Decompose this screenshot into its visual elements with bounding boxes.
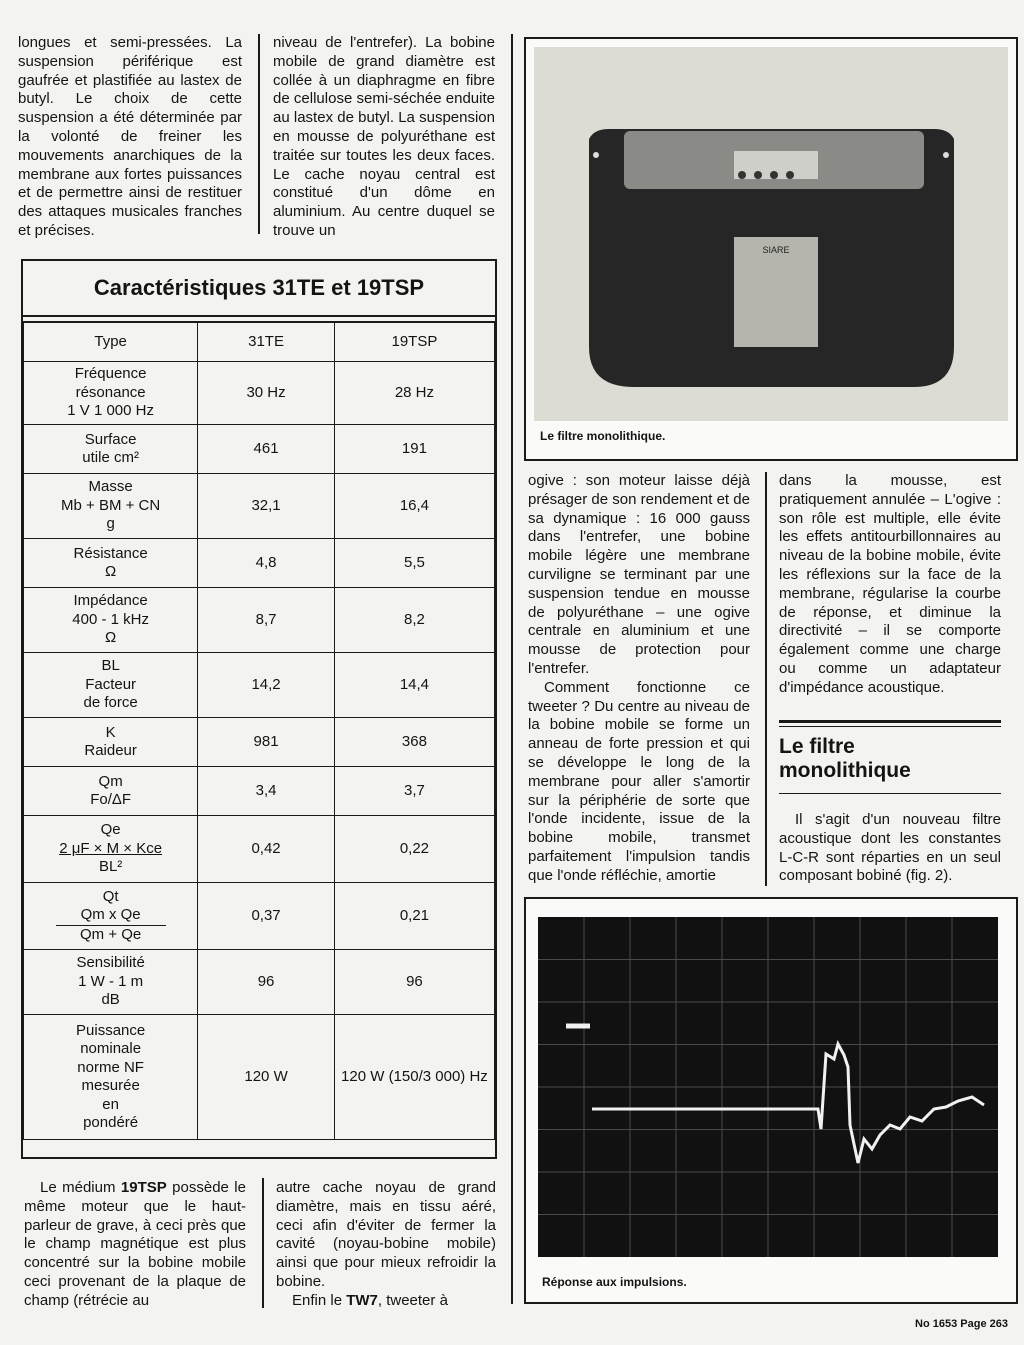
table-row-label (24, 718, 198, 767)
col1-bottom-text: Le médium 19TSP possède le même moteur que le haut-parleur de grave, à ceci près que le champ magnétique est plus concentré sur la bobine mobile ceci provenant de la plaque de champ (rétrécie au (24, 1179, 246, 1309)
label-line: nominale (80, 1040, 142, 1057)
label-line: Qm + Qe (79, 925, 142, 943)
label-line: Surface (84, 430, 137, 448)
siare-label: SIARE (762, 245, 790, 255)
value-19tsp: 3,7 (334, 767, 494, 816)
specs-table-title: Caractéristiques 31TE et 19TSP (23, 261, 495, 317)
table-row (24, 362, 495, 425)
filter-device-image (534, 47, 1008, 421)
label-line: Sensibilité (76, 954, 145, 972)
table-row (24, 425, 495, 474)
value-19tsp: 8,2 (334, 588, 494, 653)
heading-rule (779, 726, 1001, 727)
table-row-label (24, 950, 198, 1015)
label-line: BL² (98, 858, 123, 876)
table-row (24, 1015, 495, 1140)
value-31te: 3,4 (198, 767, 335, 816)
table-header-cell: 19TSP (334, 322, 494, 362)
col2-bottom-text: autre cache noyau de grand diamètre, mais en tissu aéré, ceci afin d'éviter de fermer la cavité (noyau-bobine mobile) ainsi que pour mieux refroidir la bobine. Enfin le TW7, tweeter à (276, 1179, 496, 1309)
value-31te: 4,8 (198, 539, 335, 588)
heading-rule (779, 720, 1001, 723)
label-line: mesurée (81, 1077, 140, 1094)
heading-rule (779, 793, 1001, 794)
specs-table (23, 321, 495, 1140)
value-19tsp: 16,4 (334, 474, 494, 539)
label-line: Résistance (73, 544, 148, 562)
value-31te: 120 W (198, 1015, 335, 1140)
table-row-label (24, 474, 198, 539)
label-line: Masse (88, 478, 133, 496)
table-row (24, 883, 495, 950)
table-row-label (24, 767, 198, 816)
table-row (24, 539, 495, 588)
oscilloscope-photo (538, 917, 998, 1257)
label-line: Mb + BM + CN (61, 496, 161, 514)
col1-top-text: longues et semi-pressées. La suspension périférique est gaufrée et plastifiée au lastex de butyl. Le choix de cette suspension a été déterminée par la volonté de freiner les mouvements anarchiques de la membrane aux fortes puissances et de permettre ainsi de restituer des attaques musicales franches et précises. (18, 34, 242, 239)
label-line: Ω (105, 563, 117, 580)
value-31te: 30 Hz (198, 362, 335, 425)
value-19tsp: 96 (334, 950, 494, 1015)
column-divider (258, 34, 260, 234)
value-31te: 461 (198, 425, 335, 474)
label-line: Fo/ΔF (90, 791, 132, 808)
label-line: Facteur (85, 675, 137, 693)
label-line: utile cm² (82, 449, 139, 466)
table-header-cell: 31TE (198, 322, 335, 362)
specs-table-box (21, 259, 497, 1159)
label-line: Raideur (84, 742, 137, 759)
table-row-label (24, 362, 198, 425)
table-row-label (24, 588, 198, 653)
value-19tsp: 120 W (150/3 000) Hz (334, 1015, 494, 1140)
label-line: K (105, 723, 116, 741)
section-heading: Le filtre monolithique (779, 735, 911, 782)
label-line: g (106, 515, 115, 533)
label-line: Impédance (73, 592, 148, 610)
label-line: résonance (75, 383, 146, 401)
label-line: Puissance (76, 1021, 146, 1039)
filter-photo-frame (524, 37, 1018, 461)
label-line: BL (101, 657, 120, 675)
value-31te: 8,7 (198, 588, 335, 653)
table-row-label (24, 816, 198, 883)
filter-photo-caption: Le filtre monolithique. (540, 429, 666, 443)
value-19tsp: 28 Hz (334, 362, 494, 425)
oscilloscope-photo-frame (524, 897, 1018, 1304)
table-row-label (24, 539, 198, 588)
col4-top-text: dans la mousse, est pratiquement annulée – L'ogive : son rôle est multiple, elle évite les effets antitourbillonnaires au niveau de la bobine mobile, évite les réflexions sur la face de la membrane, régularise la courbe de réponse, et diminue la directivité – il se comporte également comme une charge ou comme un adaptateur d'impédance acoustique. (779, 472, 1001, 696)
label-line: Qt (102, 887, 119, 905)
value-31te: 96 (198, 950, 335, 1015)
label-line: 1 W - 1 m (78, 972, 144, 990)
label-line: norme NF (77, 1058, 144, 1076)
column-divider (511, 34, 513, 1304)
label-line: en (102, 1095, 119, 1113)
label-line: 1 V 1 000 Hz (67, 402, 154, 420)
value-19tsp: 368 (334, 718, 494, 767)
oscilloscope-photo-caption: Réponse aux impulsions. (542, 1275, 687, 1289)
value-31te: 0,42 (198, 816, 335, 883)
table-row (24, 767, 495, 816)
label-line: dB (101, 991, 120, 1009)
col4-bottom-text: Il s'agit d'un nouveau filtre acoustique dont les constantes L-C-R sont réparties en un seul composant bobiné (fig. 2). (779, 811, 1001, 885)
table-header-row (24, 322, 495, 362)
table-row (24, 588, 495, 653)
col3-text: ogive : son moteur laisse déjà présager de son rendement et de sa dynamique : 16 000 gauss dans l'entrefer, une bobine mobile légère une membrane curviligne se terminant par une suspension tendue en mousse de polyuréthane – une ogive centrale en aluminium et une mousse de protection pour l'entrefer. Comment fonctionne ce tweeter ? Du centre au niveau de la bobine mobile se forme un anneau de forte pression et qui se développe le long de la membrane pour aller s'amortir sur la périphérie de sorte que l'onde incidente, issue de la bobine mobile, transmet parfaitement l'impulsion tandis que l'onde réfléchie, amortie (528, 472, 750, 884)
label-line: Qm (98, 772, 123, 790)
impulse-response-trace (538, 917, 998, 1257)
label-line: Ω (105, 629, 117, 647)
page-number: No 1653 Page 263 (915, 1318, 1008, 1330)
value-31te: 0,37 (198, 883, 335, 950)
value-19tsp: 0,22 (334, 816, 494, 883)
label-line: de force (83, 694, 138, 712)
value-19tsp: 0,21 (334, 883, 494, 950)
column-divider (262, 1178, 264, 1308)
table-row (24, 816, 495, 883)
label-line: 2 μF × M × Kce (59, 839, 163, 857)
value-31te: 14,2 (198, 653, 335, 718)
value-19tsp: 14,4 (334, 653, 494, 718)
table-row-label (24, 1015, 198, 1140)
value-31te: 32,1 (198, 474, 335, 539)
filter-photo (534, 47, 1008, 421)
table-row (24, 474, 495, 539)
value-31te: 981 (198, 718, 335, 767)
label-line: 400 - 1 kHz (72, 610, 149, 628)
column-divider (765, 472, 767, 886)
label-line: pondéré (83, 1114, 139, 1131)
table-row-label (24, 653, 198, 718)
value-19tsp: 5,5 (334, 539, 494, 588)
label-line: Fréquence (74, 365, 147, 383)
col2-top-text: niveau de l'entrefer). La bobine mobile de grand diamètre est collée à un diaphragme en fibre de cellulose semi-séchée enduite au lastex de butyl. La suspension en mousse de polyuréthane est traitée sur toutes les deux faces. Le cache noyau central est constitué d'un dôme en aluminium. Au centre duquel se trouve un (273, 34, 495, 239)
table-row-label (24, 883, 198, 950)
table-row (24, 950, 495, 1015)
table-row-label (24, 425, 198, 474)
value-19tsp: 191 (334, 425, 494, 474)
table-row (24, 653, 495, 718)
label-line: Qm x Qe (56, 906, 166, 926)
table-row (24, 718, 495, 767)
label-line: Qe (100, 821, 121, 839)
table-header-cell: Type (24, 322, 198, 362)
